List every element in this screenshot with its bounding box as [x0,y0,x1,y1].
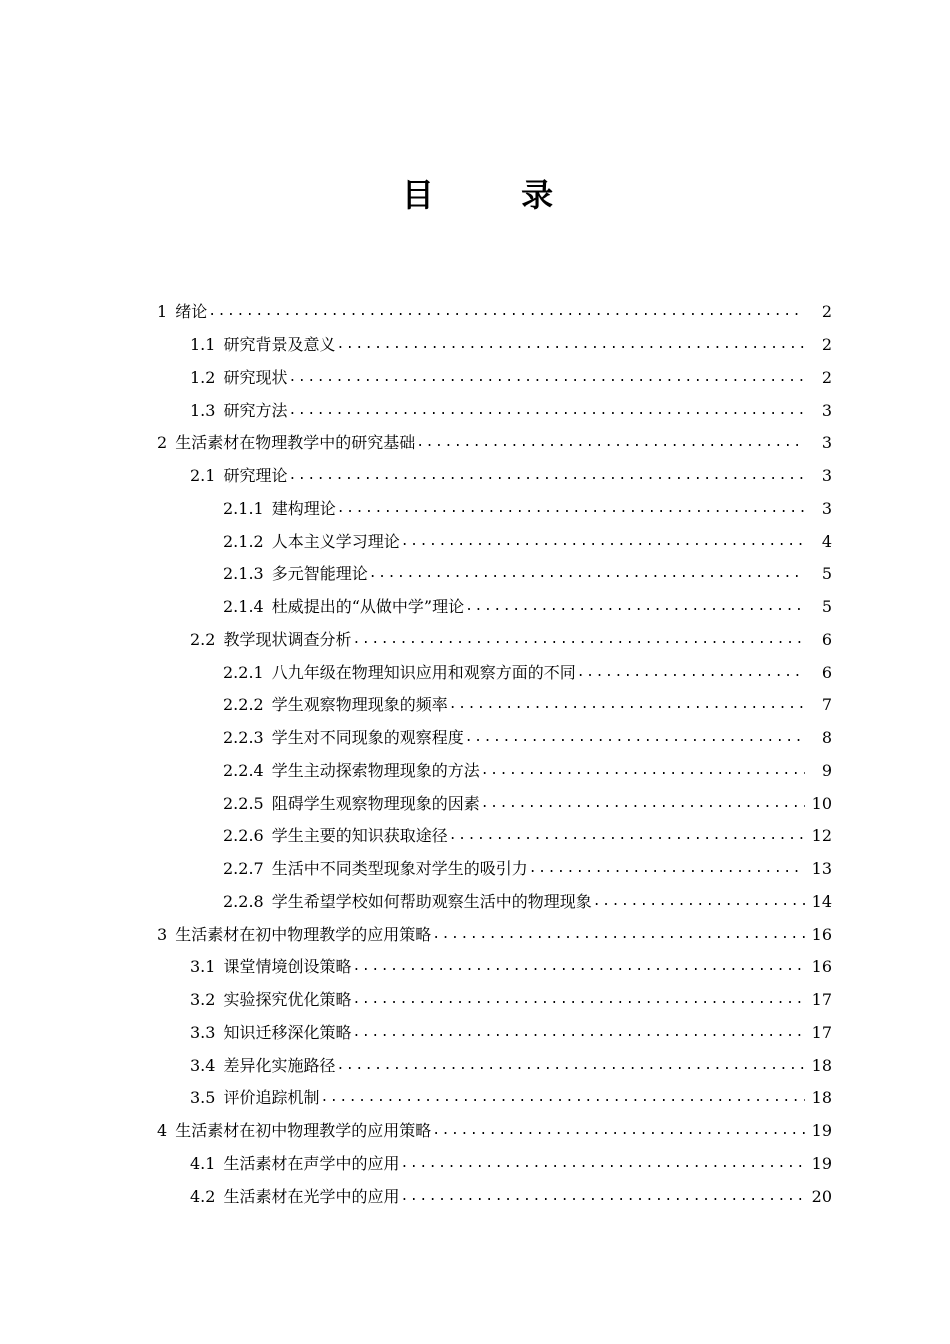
toc-entry[interactable] [0,853,950,886]
toc-entry-number: 2.2.6 [223,826,264,846]
toc-entry-page: 3 [821,433,832,453]
toc-entry-page: 19 [811,1121,832,1141]
toc-entry-title: 生活中不同类型现象对学生的吸引力 [271,859,528,879]
dot-leader [529,859,805,879]
toc-entry-page: 6 [821,629,832,649]
toc-entry-title: 学生主动探索物理现象的方法 [271,760,480,780]
toc-entry-text [223,564,368,584]
dot-leader [337,499,805,519]
toc-entry-text [223,826,448,846]
toc-entry-text [157,1121,431,1141]
toc-entry-page: 10 [811,793,832,813]
toc-entry-number: 2.1.3 [223,564,264,584]
toc-entry[interactable] [0,1017,950,1050]
toc-entry-page: 18 [811,1088,832,1108]
toc-entry[interactable] [0,1115,950,1148]
toc-entry-page: 3 [821,498,832,518]
dot-leader [352,990,805,1010]
toc-entry-number: 1 [157,302,168,322]
toc-entry-number: 3.4 [190,1055,216,1075]
toc-entry[interactable] [0,624,950,657]
toc-entry-number: 2.1 [190,466,216,486]
dot-leader [369,564,805,584]
toc-entry-text [223,499,336,519]
page-title: 目 录 [401,176,592,214]
toc-entry-title: 研究方法 [223,400,288,420]
toc-entry-title: 阻碍学生观察物理现象的因素 [271,793,480,813]
toc-entry[interactable] [0,525,950,558]
toc-entry-title: 绪论 [175,302,208,322]
toc-entry-page: 5 [821,597,832,617]
toc-entry-title: 生活素材在光学中的应用 [223,1186,400,1206]
toc-entry-page: 20 [811,1186,832,1206]
toc-entry-title: 学生对不同现象的观察程度 [271,728,464,748]
toc-entry-title: 研究背景及意义 [223,335,336,355]
dot-leader [352,1023,805,1043]
toc-entry[interactable] [0,558,950,591]
toc-entry-page: 3 [821,400,832,420]
toc-entry[interactable] [0,1148,950,1181]
toc-entry-page: 2 [821,302,832,322]
toc-entry-number: 2.2 [190,629,216,649]
toc-entry[interactable] [0,427,950,460]
dot-leader [288,368,805,388]
toc-entry-title: 八九年级在物理知识应用和观察方面的不同 [271,662,576,682]
dot-leader [208,302,805,322]
table-of-contents [0,296,950,1213]
toc-entry-page: 6 [821,662,832,682]
toc-entry[interactable] [0,656,950,689]
toc-entry-page: 2 [821,367,832,387]
toc-entry[interactable] [0,787,950,820]
toc-entry-text [190,368,287,388]
toc-entry-title: 实验探究优化策略 [223,990,352,1010]
toc-entry-title: 评价追踪机制 [223,1088,320,1108]
toc-entry-number: 4.2 [190,1186,216,1206]
dot-leader [288,401,805,421]
toc-entry[interactable] [0,755,950,788]
toc-entry-number: 3.1 [190,957,216,977]
toc-entry-page: 16 [811,957,832,977]
dot-leader [401,532,805,552]
toc-entry-title: 多元智能理论 [271,564,368,584]
toc-entry-title: 学生主要的知识获取途径 [271,826,448,846]
toc-entry-number: 2.1.1 [223,498,264,518]
dot-leader [336,1056,805,1076]
toc-entry-title: 学生希望学校如何帮助观察生活中的物理现象 [271,891,592,911]
dot-leader [416,433,805,453]
toc-entry-text [223,597,464,617]
toc-entry-number: 1.1 [190,335,216,355]
toc-entry[interactable] [0,329,950,362]
toc-entry-page: 14 [811,891,832,911]
toc-entry-number: 1.3 [190,400,216,420]
toc-entry-text [190,957,351,977]
toc-entry-title: 建构理论 [271,498,336,518]
toc-entry-text [223,532,400,552]
toc-entry-title: 课堂情境创设策略 [223,957,352,977]
toc-entry-text [190,1154,399,1174]
toc-entry[interactable] [0,886,950,919]
toc-entry[interactable] [0,951,950,984]
toc-entry-page: 12 [811,826,832,846]
toc-entry[interactable] [0,296,950,329]
toc-entry-title: 研究现状 [223,367,288,387]
toc-entry-text [190,401,287,421]
toc-entry-title: 杜威提出的“从做中学”理论 [271,597,465,617]
toc-entry[interactable] [0,722,950,755]
toc-entry-text [223,892,592,912]
dot-leader [449,826,805,846]
toc-entry[interactable] [0,918,950,951]
toc-entry-text [190,1023,351,1043]
toc-entry-number: 3.5 [190,1088,216,1108]
toc-entry-text [190,1187,399,1207]
toc-entry-page: 13 [811,859,832,879]
toc-entry[interactable] [0,362,950,395]
toc-entry-title: 研究理论 [223,466,288,486]
toc-entry-page: 18 [811,1055,832,1075]
toc-entry-number: 2.2.5 [223,793,264,813]
toc-entry-text [223,761,480,781]
toc-entry-title: 学生观察物理现象的频率 [271,695,448,715]
dot-leader [400,1154,805,1174]
dot-leader [336,335,805,355]
toc-entry-page: 7 [821,695,832,715]
toc-entry-text [190,335,335,355]
toc-entry-title: 差异化实施路径 [223,1055,336,1075]
toc-entry-title: 生活素材在物理教学中的研究基础 [175,433,416,453]
toc-entry-page: 2 [821,335,832,355]
dot-leader [352,957,805,977]
toc-entry-page: 9 [821,760,832,780]
dot-leader [577,663,805,683]
toc-entry-text [223,695,448,715]
toc-entry-page: 8 [821,728,832,748]
toc-entry-text [157,302,207,322]
toc-entry[interactable] [0,460,950,493]
toc-entry[interactable] [0,1180,950,1213]
toc-entry-number: 4 [157,1121,168,1141]
toc-entry-number: 4.1 [190,1153,216,1173]
toc-entry[interactable] [0,493,950,526]
toc-entry[interactable] [0,591,950,624]
dot-leader [481,794,805,814]
toc-entry-page: 17 [811,990,832,1010]
toc-entry-text [223,859,528,879]
toc-entry-number: 2.2.4 [223,760,264,780]
toc-entry-number: 2.2.2 [223,695,264,715]
toc-entry-page: 17 [811,1022,832,1042]
toc-entry[interactable] [0,820,950,853]
toc-entry-title: 生活素材在初中物理教学的应用策略 [175,1121,432,1141]
toc-entry[interactable] [0,689,950,722]
dot-leader [465,597,805,617]
toc-entry-page: 4 [821,531,832,551]
toc-entry-number: 2.2.8 [223,891,264,911]
toc-entry-page: 5 [821,564,832,584]
toc-entry-text [157,433,415,453]
toc-entry-text [190,1056,335,1076]
toc-entry[interactable] [0,1049,950,1082]
toc-entry-text [190,466,287,486]
toc-entry-text [190,630,351,650]
dot-leader [432,1121,805,1141]
toc-entry-number: 1.2 [190,367,216,387]
toc-entry-text [190,990,351,1010]
toc-entry-text [157,925,431,945]
dot-leader [481,761,805,781]
toc-entry-title: 知识迁移深化策略 [223,1022,352,1042]
toc-entry-number: 2.1.4 [223,597,264,617]
toc-entry-text [190,1088,319,1108]
toc-entry-number: 2 [157,433,168,453]
toc-entry[interactable] [0,1082,950,1115]
dot-leader [320,1088,805,1108]
toc-entry-number: 3 [157,924,168,944]
toc-entry-title: 生活素材在初中物理教学的应用策略 [175,924,432,944]
toc-entry-number: 3.2 [190,990,216,1010]
toc-entry-page: 3 [821,466,832,486]
dot-leader [352,630,805,650]
toc-entry-text [223,663,576,683]
toc-entry-number: 2.2.1 [223,662,264,682]
toc-entry[interactable] [0,394,950,427]
dot-leader [449,695,805,715]
dot-leader [593,892,805,912]
toc-entry-number: 3.3 [190,1022,216,1042]
toc-entry-page: 16 [811,924,832,944]
toc-entry-number: 2.2.3 [223,728,264,748]
toc-entry-page: 19 [811,1153,832,1173]
toc-entry-title: 人本主义学习理论 [271,531,400,551]
dot-leader [432,925,805,945]
toc-entry-text [223,728,464,748]
toc-entry-title: 教学现状调查分析 [223,629,352,649]
dot-leader [288,466,805,486]
toc-entry-title: 生活素材在声学中的应用 [223,1153,400,1173]
toc-entry[interactable] [0,984,950,1017]
dot-leader [465,728,805,748]
dot-leader [400,1187,805,1207]
toc-entry-text [223,794,480,814]
toc-entry-number: 2.2.7 [223,859,264,879]
toc-entry-number: 2.1.2 [223,531,264,551]
